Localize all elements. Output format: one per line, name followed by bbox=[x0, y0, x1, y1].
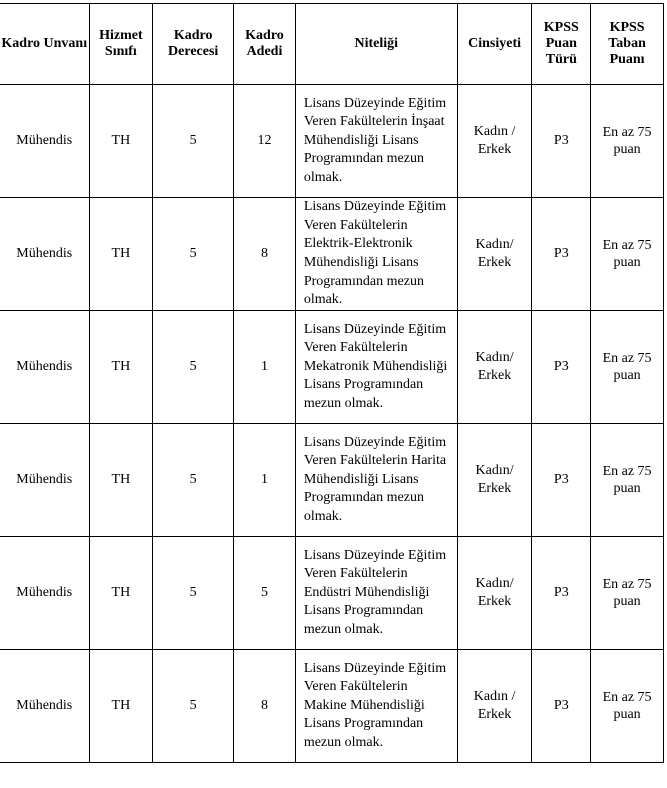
cell-kadro-derecesi: 5 bbox=[153, 650, 234, 763]
cell-kpss-taban-puani: En az 75 puan bbox=[591, 198, 664, 311]
cell-kadro-unvani: Mühendis bbox=[0, 537, 89, 650]
table-row bbox=[0, 537, 664, 650]
cell-cinsiyeti: Kadın/ Erkek bbox=[457, 198, 532, 311]
cell-kadro-unvani: Mühendis bbox=[0, 85, 89, 198]
cell-hizmet-sinifi: TH bbox=[89, 85, 153, 198]
cell-kadro-unvani: Mühendis bbox=[0, 650, 89, 763]
cell-cinsiyeti: Kadın / Erkek bbox=[457, 650, 532, 763]
cell-niteligi: Lisans Düzeyinde Eğitim Veren Fakültelerin Elektrik-Elektronik Mühendisliği Lisans Programından mezun olmak. bbox=[295, 198, 457, 311]
table-row bbox=[0, 424, 664, 537]
header-kpss-taban-puani: KPSS Taban Puanı bbox=[591, 4, 664, 85]
cell-kadro-adedi: 1 bbox=[234, 311, 296, 424]
cell-kadro-derecesi: 5 bbox=[153, 198, 234, 311]
cell-kadro-derecesi: 5 bbox=[153, 311, 234, 424]
cell-kpss-taban-puani: En az 75 puan bbox=[591, 650, 664, 763]
cell-cinsiyeti: Kadın/ Erkek bbox=[457, 537, 532, 650]
cell-kadro-derecesi: 5 bbox=[153, 85, 234, 198]
cell-kpss-puan-turu: P3 bbox=[532, 537, 591, 650]
table-row bbox=[0, 198, 664, 311]
header-cinsiyeti: Cinsiyeti bbox=[457, 4, 532, 85]
cell-kadro-adedi: 8 bbox=[234, 650, 296, 763]
header-kadro-adedi: Kadro Adedi bbox=[234, 4, 296, 85]
header-niteligi: Niteliği bbox=[295, 4, 457, 85]
cell-cinsiyeti: Kadın / Erkek bbox=[457, 85, 532, 198]
cell-kpss-taban-puani: En az 75 puan bbox=[591, 311, 664, 424]
cell-kadro-derecesi: 5 bbox=[153, 424, 234, 537]
cell-cinsiyeti: Kadın/ Erkek bbox=[457, 424, 532, 537]
cell-kadro-unvani: Mühendis bbox=[0, 198, 89, 311]
header-kpss-puan-turu: KPSS Puan Türü bbox=[532, 4, 591, 85]
cell-kadro-adedi: 5 bbox=[234, 537, 296, 650]
cell-niteligi: Lisans Düzeyinde Eğitim Veren Fakültelerin Mekatronik Mühendisliği Lisans Programından mezun olmak. bbox=[295, 311, 457, 424]
cell-kadro-unvani: Mühendis bbox=[0, 311, 89, 424]
cell-niteligi: Lisans Düzeyinde Eğitim Veren Fakültelerin Harita Mühendisliği Lisans Programından mezun olmak. bbox=[295, 424, 457, 537]
header-kadro-derecesi: Kadro Derecesi bbox=[153, 4, 234, 85]
cell-niteligi: Lisans Düzeyinde Eğitim Veren Fakültelerin İnşaat Mühendisliği Lisans Programından mezun olmak. bbox=[295, 85, 457, 198]
cell-hizmet-sinifi: TH bbox=[89, 424, 153, 537]
cell-kpss-taban-puani: En az 75 puan bbox=[591, 85, 664, 198]
cell-kadro-adedi: 12 bbox=[234, 85, 296, 198]
cell-kpss-puan-turu: P3 bbox=[532, 198, 591, 311]
cell-kadro-unvani: Mühendis bbox=[0, 424, 89, 537]
cell-kpss-puan-turu: P3 bbox=[532, 85, 591, 198]
cell-niteligi: Lisans Düzeyinde Eğitim Veren Fakültelerin Makine Mühendisliği Lisans Programından mezun olmak. bbox=[295, 650, 457, 763]
cell-kpss-puan-turu: P3 bbox=[532, 311, 591, 424]
cell-kpss-taban-puani: En az 75 puan bbox=[591, 537, 664, 650]
cell-niteligi: Lisans Düzeyinde Eğitim Veren Fakültelerin Endüstri Mühendisliği Lisans Programından mezun olmak. bbox=[295, 537, 457, 650]
cell-kpss-puan-turu: P3 bbox=[532, 424, 591, 537]
cell-kpss-puan-turu: P3 bbox=[532, 650, 591, 763]
kadro-table-container bbox=[0, 3, 664, 763]
cell-kadro-adedi: 1 bbox=[234, 424, 296, 537]
cell-hizmet-sinifi: TH bbox=[89, 311, 153, 424]
table-row bbox=[0, 650, 664, 763]
cell-hizmet-sinifi: TH bbox=[89, 198, 153, 311]
cell-kadro-adedi: 8 bbox=[234, 198, 296, 311]
table-row bbox=[0, 311, 664, 424]
cell-kadro-derecesi: 5 bbox=[153, 537, 234, 650]
cell-hizmet-sinifi: TH bbox=[89, 650, 153, 763]
header-hizmet-sinifi: Hizmet Sınıfı bbox=[89, 4, 153, 85]
table-header-row bbox=[0, 4, 664, 85]
cell-hizmet-sinifi: TH bbox=[89, 537, 153, 650]
cell-cinsiyeti: Kadın/ Erkek bbox=[457, 311, 532, 424]
kadro-table bbox=[0, 3, 664, 763]
header-kadro-unvani: Kadro Unvanı bbox=[0, 4, 89, 85]
cell-kpss-taban-puani: En az 75 puan bbox=[591, 424, 664, 537]
table-row bbox=[0, 85, 664, 198]
